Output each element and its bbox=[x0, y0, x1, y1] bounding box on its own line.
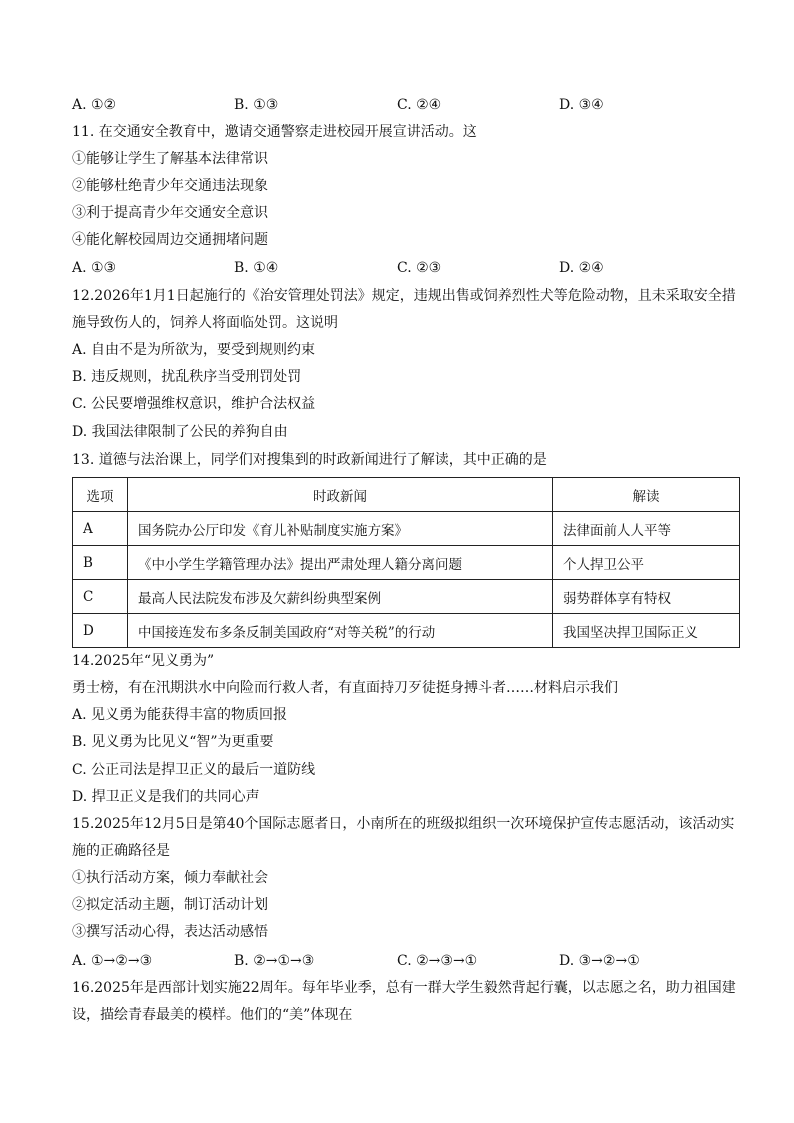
row-interpretation: 个人捍卫公平 bbox=[553, 546, 740, 580]
q15-item-3: ③撰写活动心得，表达活动感悟 bbox=[72, 924, 268, 940]
q10-option-c: C. ②④ bbox=[397, 97, 442, 113]
q11-option-d: D. ②④ bbox=[559, 260, 604, 276]
q12-option-a: A. 自由不是为所欲为，要受到规则约束 bbox=[72, 342, 316, 358]
q10-options bbox=[72, 95, 740, 115]
q11-item-4: ④能化解校园周边交通拥堵问题 bbox=[72, 232, 268, 248]
row-interpretation: 弱势群体享有特权 bbox=[553, 580, 740, 614]
row-option: B bbox=[73, 546, 128, 580]
row-news: 中国接连发布多条反制美国政府“对等关税”的行动 bbox=[128, 614, 553, 648]
table-row bbox=[73, 580, 740, 614]
q11-option-c: C. ②③ bbox=[397, 260, 442, 276]
q15-options bbox=[72, 951, 740, 971]
q11-item-1: ①能够让学生了解基本法律常识 bbox=[72, 151, 268, 167]
row-interpretation: 法律面前人人平等 bbox=[553, 512, 740, 546]
table-row bbox=[73, 512, 740, 546]
q14-stem-line-1: 14.2025年“见义勇为” bbox=[72, 653, 215, 669]
q15-option-d: D. ③→②→① bbox=[559, 953, 640, 969]
q12-option-c: C. 公民要增强维权意识，维护合法权益 bbox=[72, 396, 316, 412]
q11-options bbox=[72, 258, 740, 278]
q13-news-table bbox=[72, 477, 740, 648]
table-row bbox=[73, 546, 740, 580]
q15-option-a: A. ①→②→③ bbox=[72, 953, 153, 969]
q11-item-2: ②能够杜绝青少年交通违法现象 bbox=[72, 178, 268, 194]
q11-item-3: ③利于提高青少年交通安全意识 bbox=[72, 205, 268, 221]
q15-option-b: B. ②→①→③ bbox=[234, 953, 315, 969]
row-news: 《中小学生学籍管理办法》提出严肃处理人籍分离问题 bbox=[128, 546, 553, 580]
q14-option-c: C. 公正司法是捍卫正义的最后一道防线 bbox=[72, 762, 316, 778]
q15-stem-line-1: 15.2025年12月5日是第40个国际志愿者日，小南所在的班级拟组织一次环境保护宣传志愿活动，该活动实 bbox=[72, 816, 735, 832]
header-news: 时政新闻 bbox=[128, 478, 553, 512]
q16-stem-line-1: 16.2025年是西部计划实施22周年。每年毕业季，总有一群大学生毅然背起行囊，以志愿之名，助力祖国建 bbox=[72, 980, 736, 996]
q12-option-b: B. 违反规则，扰乱秩序当受刑罚处罚 bbox=[72, 369, 302, 385]
q14-option-a: A. 见义勇为能获得丰富的物质回报 bbox=[72, 707, 288, 723]
q15-item-1: ①执行活动方案，倾力奉献社会 bbox=[72, 870, 268, 886]
q11-option-b: B. ①④ bbox=[234, 260, 279, 276]
row-option: D bbox=[73, 614, 128, 648]
q12-stem-line-1: 12.2026年1月1日起施行的《治安管理处罚法》规定，违规出售或饲养烈性犬等危险动物，且未采取安全措 bbox=[72, 288, 736, 304]
q13-stem: 13. 道德与法治课上，同学们对搜集到的时政新闻进行了解读，其中正确的是 bbox=[72, 452, 547, 468]
row-interpretation: 我国坚决捍卫国际正义 bbox=[553, 614, 740, 648]
q14-stem-line-2: 勇士榜，有在汛期洪水中向险而行救人者，有直面持刀歹徒挺身搏斗者……材料启示我们 bbox=[72, 680, 618, 696]
q15-item-2: ②拟定活动主题，制订活动计划 bbox=[72, 897, 268, 913]
q12-stem-line-2: 施导致伤人的，饲养人将面临处罚。这说明 bbox=[72, 315, 338, 331]
q10-option-b: B. ①③ bbox=[234, 97, 279, 113]
q15-option-c: C. ②→③→① bbox=[397, 953, 478, 969]
q14-option-b: B. 见义勇为比见义“智”为更重要 bbox=[72, 734, 274, 750]
q11-option-a: A. ①③ bbox=[72, 260, 117, 276]
table-header-row bbox=[73, 478, 740, 512]
row-option: C bbox=[73, 580, 128, 614]
header-option: 选项 bbox=[73, 478, 128, 512]
row-option: A bbox=[73, 512, 128, 546]
q12-option-d: D. 我国法律限制了公民的养狗自由 bbox=[72, 424, 288, 440]
table-row bbox=[73, 614, 740, 648]
q15-stem-line-2: 施的正确路径是 bbox=[72, 843, 170, 859]
header-interpretation: 解读 bbox=[553, 478, 740, 512]
row-news: 最高人民法院发布涉及欠薪纠纷典型案例 bbox=[128, 580, 553, 614]
q11-stem: 11. 在交通安全教育中，邀请交通警察走进校园开展宣讲活动。这 bbox=[72, 124, 477, 140]
q10-option-d: D. ③④ bbox=[559, 97, 604, 113]
q14-option-d: D. 捍卫正义是我们的共同心声 bbox=[72, 789, 260, 805]
q10-option-a: A. ①② bbox=[72, 97, 117, 113]
row-news: 国务院办公厅印发《育儿补贴制度实施方案》 bbox=[128, 512, 553, 546]
q16-stem-line-2: 设，描绘青春最美的模样。他们的“美”体现在 bbox=[72, 1007, 353, 1023]
